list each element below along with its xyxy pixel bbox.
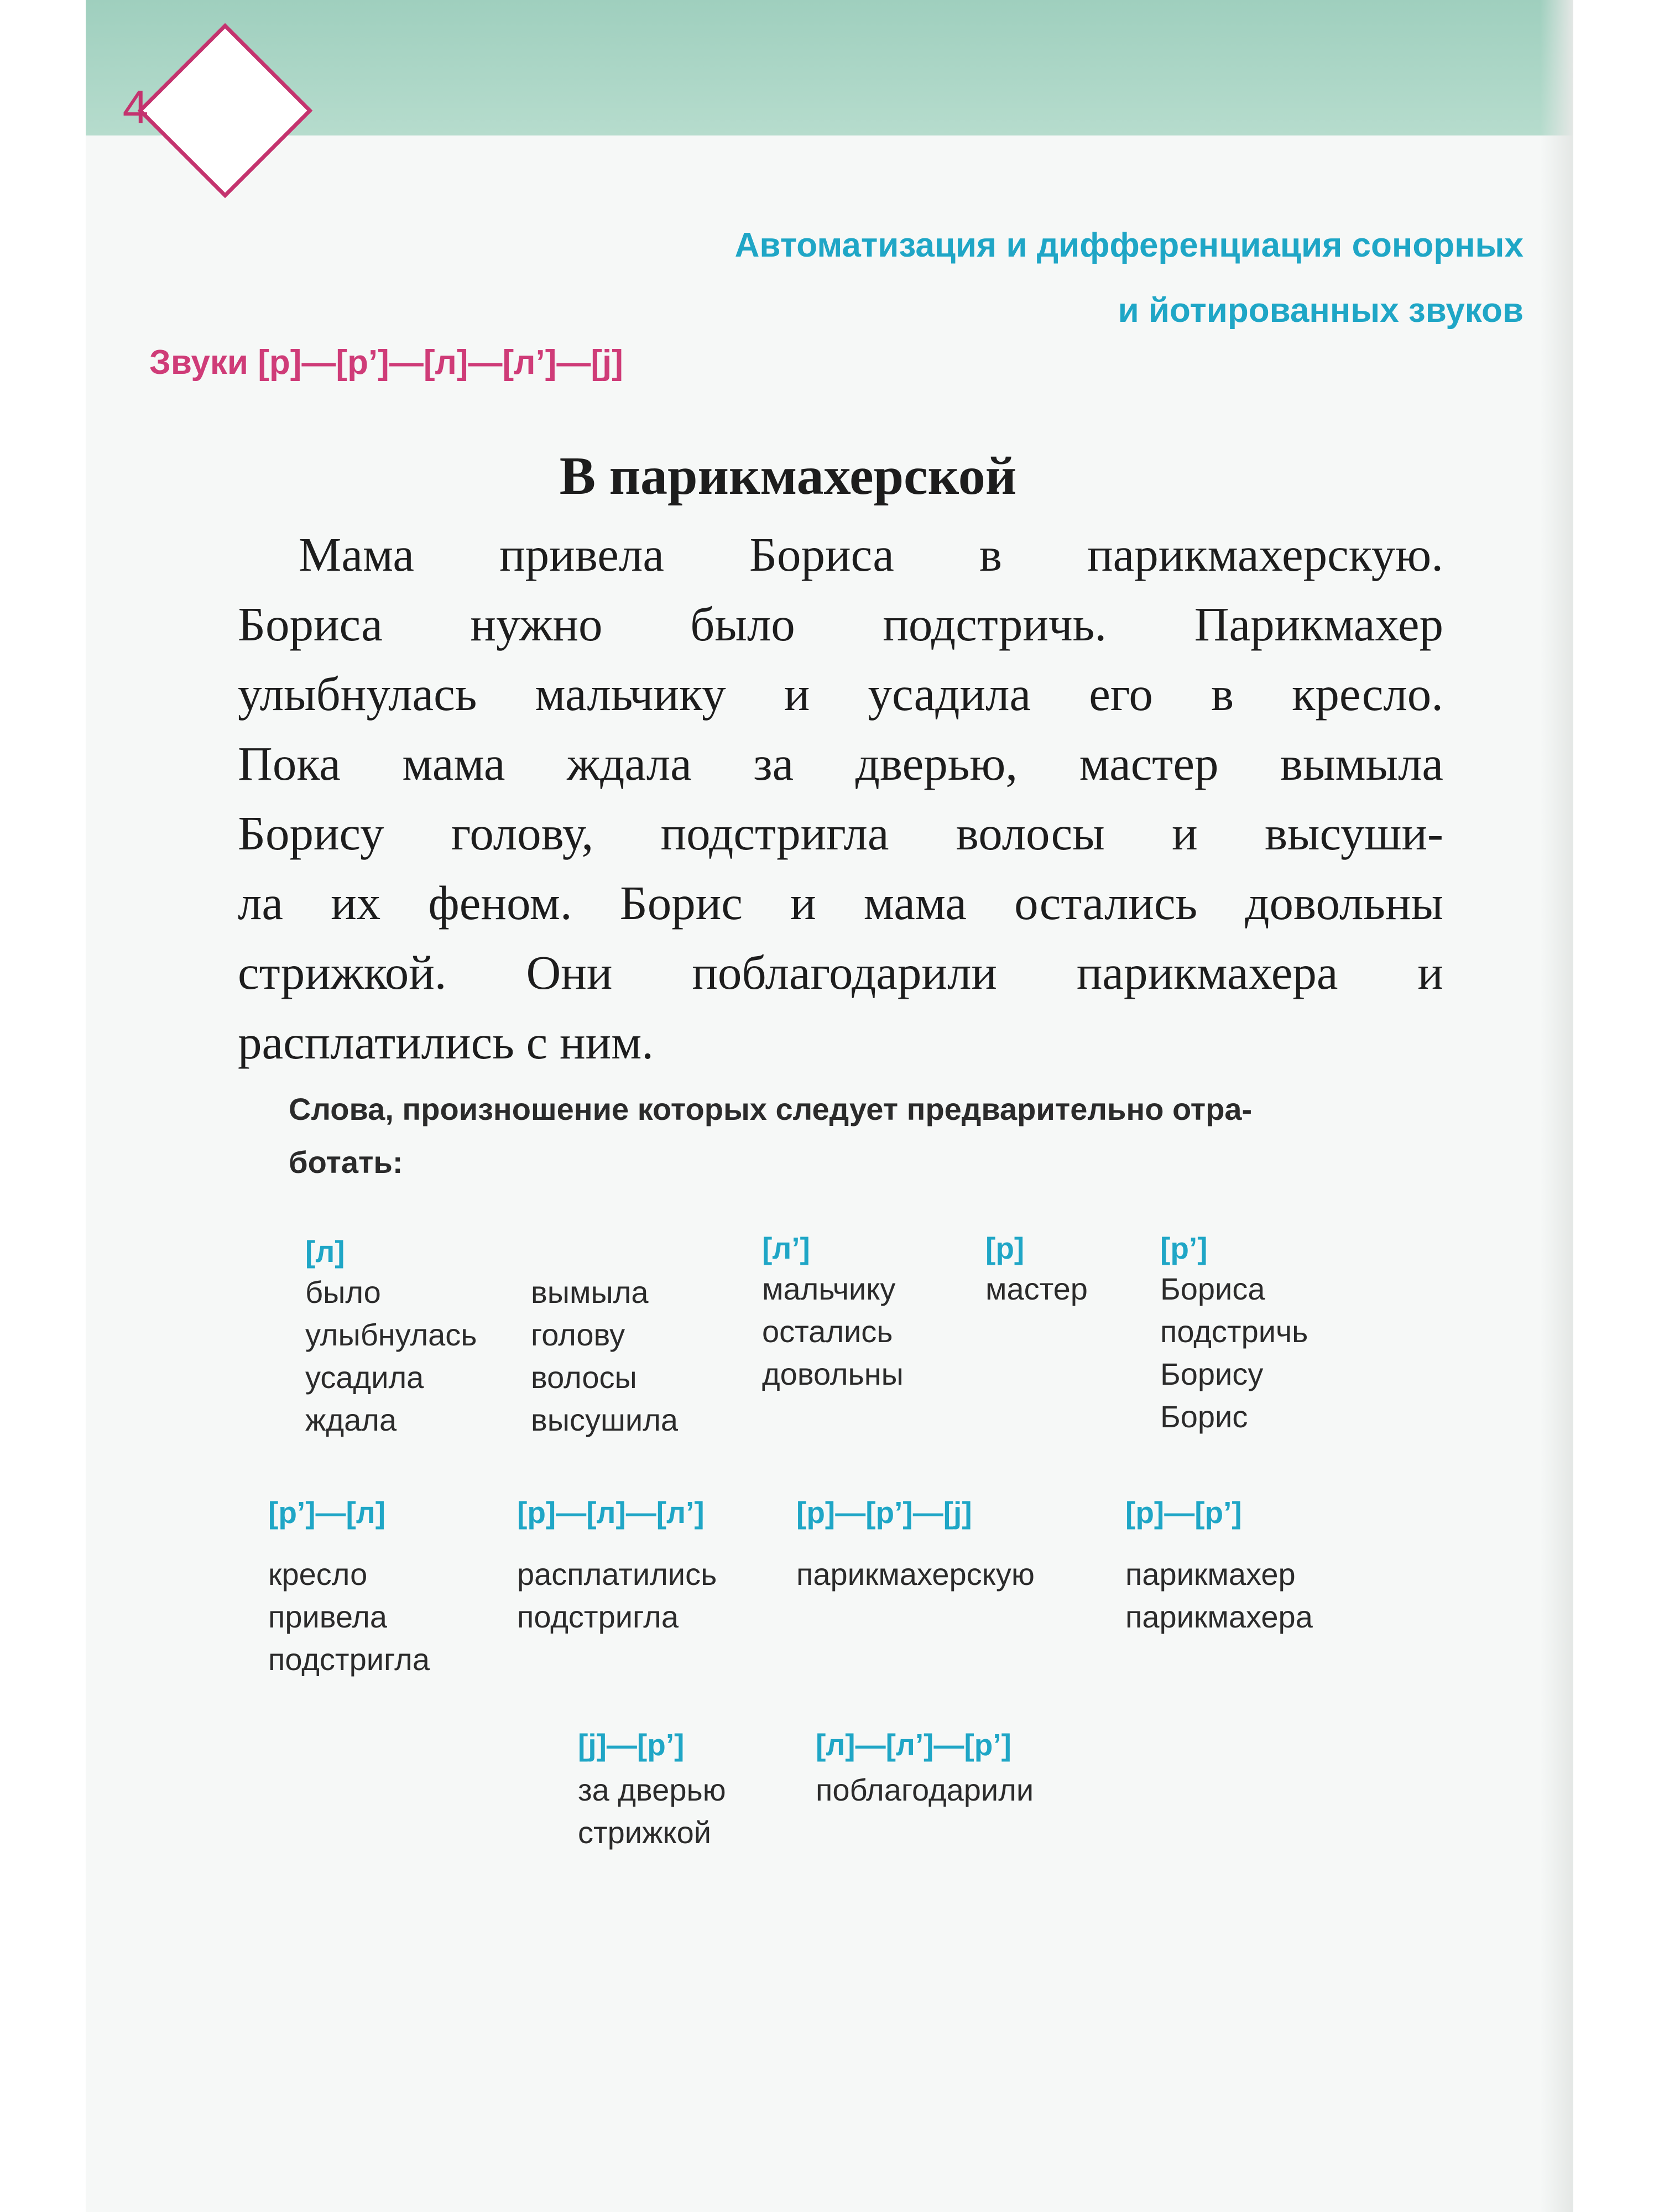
practice-word: высушила — [531, 1402, 679, 1437]
practice-word: расплатились — [517, 1557, 717, 1592]
group-label: [л]—[л’]—[р’] — [816, 1728, 1011, 1762]
group-label: [р’]—[л] — [268, 1495, 386, 1530]
practice-word: остались — [762, 1314, 893, 1349]
word-group-r-r-soft-j — [796, 1493, 1035, 1595]
practice-word: усадила — [305, 1360, 424, 1395]
practice-word: голову — [531, 1317, 625, 1352]
practice-word: стрижкой — [578, 1815, 712, 1850]
practice-word: парикмахерскую — [796, 1557, 1035, 1592]
section-title — [418, 213, 1524, 343]
practice-word: мальчику — [762, 1271, 896, 1306]
word-group-r-l-l-soft — [517, 1493, 717, 1638]
page-number: 4 — [122, 81, 149, 133]
practice-words-title — [289, 1083, 1433, 1189]
practice-word: подстригла — [268, 1642, 430, 1677]
word-group-r-soft — [1160, 1229, 1308, 1438]
practice-word: улыбнулась — [305, 1317, 477, 1352]
group-label: [р] — [985, 1231, 1025, 1265]
practice-word: парикмахера — [1125, 1599, 1313, 1634]
group-label: [р]—[р’] — [1125, 1495, 1242, 1530]
story-title: В парикмахерской — [559, 446, 1017, 506]
story-line: Мама привела Бориса в парикмахерскую. — [299, 528, 1443, 581]
word-group-l-l-soft-r-soft — [816, 1725, 1034, 1811]
word-group-l-continued — [531, 1271, 678, 1441]
practice-word: поблагодарили — [816, 1772, 1034, 1807]
story-line: Пока мама ждала за дверью, мастер вымыла — [238, 737, 1443, 790]
story-line: Бориса нужно было подстричь. Парикмахер — [238, 597, 1443, 651]
section-title-line-2: и йотированных звуков — [1118, 291, 1524, 330]
practice-title-line-2: ботать: — [289, 1145, 403, 1180]
practice-word: ждала — [305, 1402, 397, 1437]
word-group-j-r-soft — [578, 1725, 726, 1854]
group-label: [л] — [305, 1234, 345, 1269]
story-line: расплатились с ним. — [238, 1015, 654, 1069]
practice-word: кресло — [268, 1557, 368, 1592]
practice-word: было — [305, 1275, 381, 1310]
practice-word: волосы — [531, 1360, 637, 1395]
practice-word: привела — [268, 1599, 387, 1634]
practice-word: довольны — [762, 1357, 904, 1391]
group-label: [j]—[р’] — [578, 1728, 685, 1762]
story-line: ла их феном. Борис и мама остались довольны — [238, 876, 1443, 930]
section-title-line-1: Автоматизация и дифференциация сонорных — [734, 226, 1524, 264]
group-label: [р]—[л]—[л’] — [517, 1495, 705, 1530]
header-band — [86, 0, 1573, 135]
group-label: [р]—[р’]—[j] — [796, 1495, 972, 1530]
page-edge-shadow — [1540, 0, 1573, 2212]
practice-word: парикмахер — [1125, 1557, 1296, 1592]
practice-word: вымыла — [531, 1275, 649, 1310]
word-group-l — [305, 1232, 477, 1441]
story-text — [238, 520, 1443, 1077]
practice-word: подстричь — [1160, 1314, 1308, 1349]
practice-word: подстригла — [517, 1599, 679, 1634]
sounds-heading: Звуки [р]—[р’]—[л]—[л’]—[j] — [149, 343, 623, 382]
practice-word: мастер — [985, 1271, 1088, 1306]
word-group-r-soft-l — [268, 1493, 430, 1681]
story-line: улыбнулась мальчику и усадила его в кресло. — [238, 667, 1443, 721]
practice-word: Борису — [1160, 1357, 1264, 1391]
word-group-r-r-soft — [1125, 1493, 1313, 1638]
group-label: [р’] — [1160, 1231, 1208, 1265]
word-group-l-soft — [762, 1229, 904, 1395]
story-line: Борису голову, подстригла волосы и высуши- — [238, 806, 1443, 860]
practice-title-line-1: Слова, произношение которых следует предварительно отра- — [289, 1092, 1253, 1126]
practice-word: за дверью — [578, 1772, 726, 1807]
group-label: [л’] — [762, 1231, 810, 1265]
practice-word: Бориса — [1160, 1271, 1265, 1306]
practice-word: Борис — [1160, 1399, 1248, 1434]
story-line: стрижкой. Они поблагодарили парикмахера и — [238, 946, 1443, 999]
word-group-r — [985, 1229, 1088, 1310]
